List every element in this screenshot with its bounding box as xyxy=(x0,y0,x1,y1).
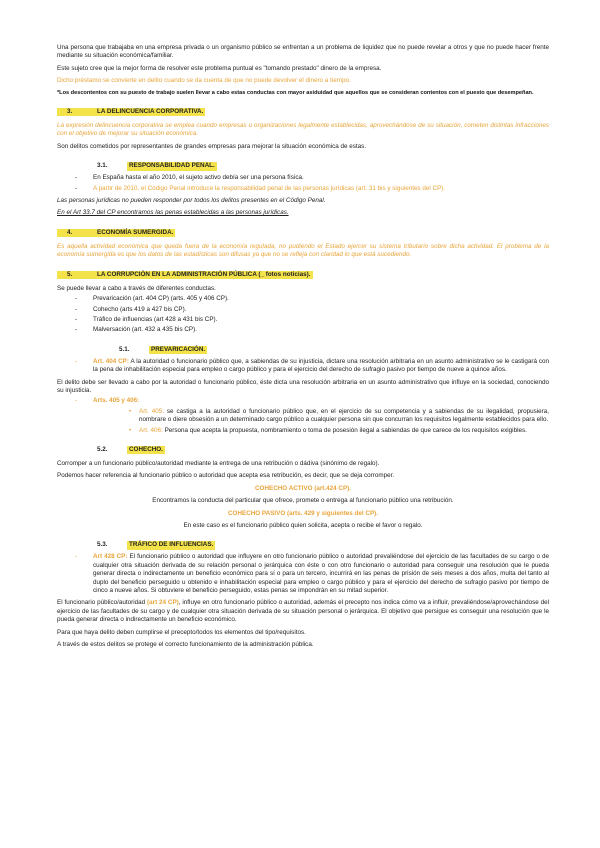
cohecho-pasivo-text: En este caso es el funcionario público quien solicita, acepta o recibe el favor o regalo. xyxy=(183,522,423,529)
article-label: Art 428 CP: xyxy=(93,553,128,561)
list-item-text: Malversación (art. 432 a 435 bis CP). xyxy=(93,326,197,334)
subsection-number: 5.3. xyxy=(97,541,108,549)
article-text: Persona que acepta la propuesta, nombramiento o toma de posesión ilegal a sabiendas de que carece de los requisitos exigibles. xyxy=(164,426,527,434)
list-item: - A partir de 2010, el Código Penal introduce la responsabilidad penal de las personas jurídicas (art. 31 bis y siguientes del CP). xyxy=(75,185,549,193)
list-item: • Art. 406: Persona que acepta la propuesta, nombramiento o toma de posesión ilegal a sabiendas de que carece de los requisitos exigibles. xyxy=(129,426,527,434)
section-4-definition: Es aquella actividad económica que queda fuera de la economía regulada, no pudiendo el Estado ejercer su sistema tributario sobre dicha actividad. El problema de la economía sumergida es que los datos de las estadísticas son difusas ya que no se refleja con claridad lo que está sucediendo. xyxy=(57,242,549,259)
subsection-5-3-paragraph-1 xyxy=(57,599,549,624)
list-item: - Arts. 405 y 406: xyxy=(75,397,549,405)
section-3-heading xyxy=(57,100,549,118)
subsection-5-1-paragraph: El delito debe ser llevado a cabo por la autoridad o funcionario público, éste dicta una resolución arbitraria en un asunto administrativo que influye en la sociedad, conociendo su injusticia. xyxy=(57,378,549,394)
section-number: 5. xyxy=(57,271,95,279)
section-5-heading xyxy=(57,263,549,281)
section-title: LA CORRUPCIÓN EN LA ADMINISTRACIÓN PÚBLICA (_ fotos noticias). xyxy=(97,270,311,278)
section-title: ECONOMÍA SUMERGIDA. xyxy=(97,228,174,236)
subsection-5-3-paragraph-3: A través de estos delitos se protege el correcto funcionamiento de la administración pública. xyxy=(57,641,314,649)
subsection-5-3-heading xyxy=(57,533,549,551)
section-3-definition: La expresión delincuencia corporativa se emplea cuando empresas u organizaciones legalmente establecidas, aprovechándose de su situación, cometen distintas infracciones con el objetivo de mejorar su situación económica. xyxy=(57,122,549,138)
article-label: Art. 404 CP: xyxy=(93,357,129,365)
cohecho-activo-heading: COHECHO ACTIVO (art.424 CP). xyxy=(255,484,351,492)
paragraph-text: , influye en otro funcionario público o autoridad, además el precepto nos indica cómo va a influir, prevaliéndose/aprovechándose del ejercicio de las facultades de su cargo y de cualquier otra situación derivada de su situación personal o jerárquica. El objetivo que persigue es conseguir una resolución que le pueda generar directa o indirectamente un beneficio económico. xyxy=(57,599,550,624)
subsection-number: 5.2. xyxy=(97,445,108,453)
intro-paragraph-3: Dicho préstamo se convierte en delito cuando se da cuenta de que no puede devolver el dinero a tiempo. xyxy=(57,77,351,85)
article-text: A la autoridad o funcionario público que, a sabiendas de su injusticia, dictare una resolución arbitraria en un asunto administrativo se le castigará con la pena de inhabilitación especial para empleo o cargo público y para el ejercicio del derecho de sufragio pasivo por tiempo de nueve a quince años. xyxy=(93,357,550,374)
subsection-5-1-heading xyxy=(57,338,549,356)
article-label: Art. 405: xyxy=(139,407,164,415)
subsection-number: 3.1. xyxy=(97,162,108,170)
subsection-number: 5.1. xyxy=(119,345,130,353)
cohecho-activo-text: Encontramos la conducta del particular que ofrece, promete o entrega al funcionario público una retribución. xyxy=(152,497,454,505)
list-item-text: A partir de 2010, el Código Penal introduce la responsabilidad penal de las personas jurídicas (art. 31 bis y siguientes del CP). xyxy=(93,184,446,192)
article-text: El funcionario público o autoridad que influyere en otro funcionario público o autoridad prevaliéndose del ejercicio de las facultades de su cargo o de cualquier otra situación derivada de su relación personal o jerárquica con éste o con otro funcionario o autoridad para conseguir una resolución que le pueda generar directa o indirectamente un beneficio económico para sí o para un tercero, incurrirá en las penas de prisión de seis meses a dos años, multa del tanto al duplo del beneficio perseguido u obtenido e inhabilitación especial para empleo o cargo público y para el ejercicio del derecho de sufragio pasivo por tiempo de cinco a nueve años. Si obtuviere el beneficio perseguido, estas penas se impondrán en su mitad superior. xyxy=(93,553,549,595)
intro-paragraph-2: Este sujeto cree que la mejor forma de resolver este problema puntual es "tomando prestado" dinero de la empresa. xyxy=(57,64,382,72)
list-item: - En España hasta el año 2010, el sujeto activo debía ser una persona física. xyxy=(75,174,549,182)
list-item: - Art. 404 CP: A la autoridad o funcionario público que, a sabiendas de su injusticia, dictare una resolución arbitraria en un asunto administrativo se le castigará con la pena de inhabilitación especial para empleo o cargo público y para el ejercicio del derecho de sufragio pasivo por tiempo de nueve a quince años. xyxy=(75,357,550,374)
intro-note: *Los descontentos con su puesto de trabajo suelen llevar a cabo estas conductas con mayor asiduidad que aquellos que se consideran contentos con el puesto que desempeñan. xyxy=(57,89,534,96)
list-item: • Art. 405: se castiga a la autoridad o funcionario público que, en el ejercicio de su competencia y a sabiendas de su ilegalidad, propusiera, nombrare o diere obsesión a un determinado cargo público a cualquier persona sin que concurran los requisitos legalmente establecidos para ello. xyxy=(129,407,549,424)
section-3-italic-underline-note: En el Art 33.7 del CP encontramos las penas establecidas a las personas jurídicas. xyxy=(57,209,289,217)
subsection-5-3-paragraph-2: Para que haya delito deben cumplirse el precepto/todos los elementos del tipo/requisitos. xyxy=(57,628,306,636)
list-item: - Cohecho (arts 419 a 427 bis CP). xyxy=(75,306,549,314)
list-item: - Tráfico de influencias (art 428 a 431 bis CP). xyxy=(75,316,549,324)
list-item: - Prevaricación (art. 404 CP) (arts. 405 y 406 CP). xyxy=(75,295,549,303)
subsection-5-2-heading xyxy=(57,438,549,456)
list-item: - Malversación (art. 432 a 435 bis CP). xyxy=(75,326,549,334)
article-label: Art. 406: xyxy=(139,426,163,434)
list-item-text: Cohecho (arts 419 a 427 bis CP). xyxy=(93,305,187,313)
article-text: se castiga a la autoridad o funcionario público que, en el ejercicio de su competencia y a sabiendas de su ilegalidad, propusiera, nombrare o diere obsesión a un determinado cargo público a cualquier persona sin que concurran los requisitos legalmente establecidos para ello. xyxy=(139,407,549,424)
subsection-5-2-paragraph-1: Corromper a un funcionario público/autoridad mediante la entrega de una retribución o dádiva (sinónimo de regalo). xyxy=(57,459,380,467)
section-3-italic-note: Las personas jurídicas no pueden responder por todos los delitos presentes en el Código Penal. xyxy=(57,197,326,205)
list-item-text: Prevaricación (art. 404 CP) (arts. 405 y 406 CP). xyxy=(93,295,229,303)
subsection-title: COHECHO. xyxy=(129,445,163,453)
subsection-5-2-paragraph-2: Podemos hacer referencia al funcionario público o autoridad que acepta esa retribución, es decir, que se deja corromper. xyxy=(57,472,395,480)
section-5-paragraph: Se puede llevar a cabo a través de diferentes conductas. xyxy=(57,284,216,292)
document-page xyxy=(57,44,549,649)
subsection-title: PREVARICACIÓN. xyxy=(151,345,206,353)
paragraph-text: El funcionario público/autoridad xyxy=(57,599,146,607)
list-item: - Art 428 CP: El funcionario público o autoridad que influyere en otro funcionario público o autoridad prevaliéndose del ejercicio de las facultades de su cargo o de cualquier otra situación derivada de su relación personal o jerárquica con éste o con otro funcionario o autoridad para conseguir una resolución que le pueda generar directa o indirectamente un beneficio económico para sí o para un tercero, incurrirá en las penas de prisión de seis meses a dos años, multa del tanto al duplo del beneficio perseguido u obtenido e inhabilitación especial para empleo o cargo público y para el ejercicio del derecho de sufragio pasivo por tiempo de cinco a nueve años. Si obtuviere el beneficio perseguido, estas penas se impondrán en su mitad superior. xyxy=(75,553,549,595)
section-number: 3. xyxy=(57,108,95,116)
subsection-3-1-heading xyxy=(57,154,549,172)
cohecho-pasivo-heading: COHECHO PASIVO (arts. 429 y siguientes del CP). xyxy=(228,509,378,517)
subsection-title: RESPONSABILIDAD PENAL. xyxy=(129,162,215,170)
article-reference: (art 24 CP) xyxy=(147,599,179,607)
section-title: LA DELINCUENCIA CORPORATIVA. xyxy=(97,108,204,116)
section-3-paragraph: Son delitos cometidos por representantes de grandes empresas para mejorar la situación económica de estas. xyxy=(57,142,367,150)
section-number: 4. xyxy=(57,229,95,237)
list-item-text: En España hasta el año 2010, el sujeto activo debía ser una persona física. xyxy=(93,174,304,182)
articles-label: Arts. 405 y 406: xyxy=(93,397,140,405)
intro-paragraph-1: Una persona que trabajaba en una empresa privada o un organismo público se enfrentan a un problema de liquidez que no puede revelar a otros y que no puede hacer frente mediante su situación económica/familiar. xyxy=(57,44,549,60)
section-4-heading xyxy=(57,221,549,239)
list-item-text: Tráfico de influencias (art 428 a 431 bis CP). xyxy=(93,315,218,323)
subsection-title: TRÁFICO DE INFLUENCIAS. xyxy=(129,541,214,549)
